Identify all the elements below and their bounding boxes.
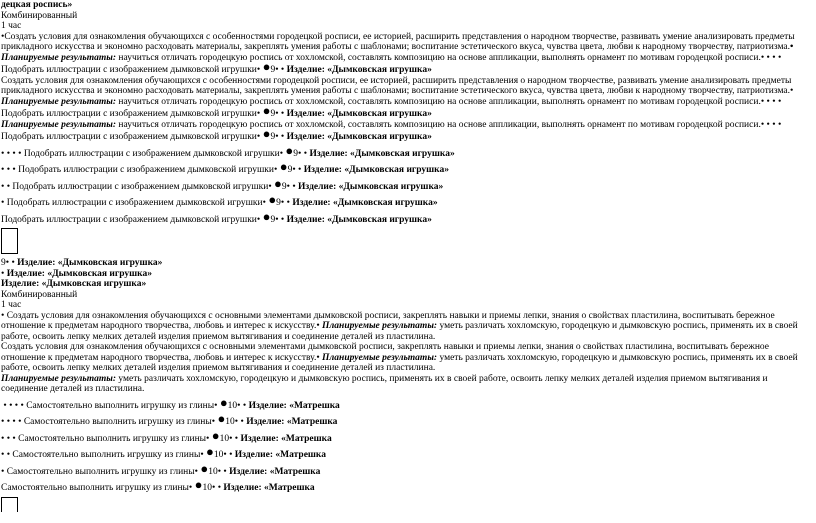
product-line: Изделие: «Дымковская игрушка» <box>1 279 147 289</box>
planned-label: Планируемые результаты: <box>1 52 117 63</box>
materials-line: Подобрать иллюстрации с изображением дымковской игрушки• ●9• • Изделие: «Дымковская игрушка» <box>1 208 432 225</box>
planned-text: научиться отличать городецкую роспись от хохломской, составлять композицию на основе аппликации, выполнять орнамент по мотивам городецкой росписи. <box>116 52 761 63</box>
materials-line: • • Подобрать иллюстрации с изображением дымковской игрушки• ●9• • Изделие: «Дымковская игрушка» <box>1 175 444 192</box>
materials-line: • • • Подобрать иллюстрации с изображением дымковской игрушки• ●9• • Изделие: «Дымковская игрушка» <box>1 159 449 175</box>
materials-line: Самостоятельно выполнить игрушку из глины• ●10• • Изделие: «Матрешка <box>1 477 315 493</box>
goal-paragraph: • Создать условия для ознакомления обучающихся с основными элементами дымковской росписи, закреплять навыки и приемы лепки, знания о свойствах пластилина, воспитывать бережное отношение к предметам народного творчества, любовь и интерес к искусству.• Планируемые результаты: уметь различать хохломскую, городецкую и дымковскую роспись, применять их в своей работе, освоить лепку мелких деталей изделия приемом вытягивания и соединение деталей из пластилина. <box>1 310 798 342</box>
materials-line: • • • • Самостоятельно выполнить игрушку из глины• ●10• • Изделие: «Матрешка <box>3 394 340 411</box>
product-label: Изделие: «Дымковская игрушка» <box>286 65 432 75</box>
document-page <box>1 0 813 512</box>
materials-line: • Самостоятельно выполнить игрушку из глины• ●10• • Изделие: «Матрешка <box>1 460 321 477</box>
goal-paragraph: Создать условия для ознакомления обучающихся с основными элементами дымковской росписи, закреплять навыки и приемы лепки, знания о свойствах пластилина, воспитывать бережное отношение к предметам народного творчества, любовь и интерес к искусству.• Планируемые результаты: уметь различать хохломскую, городецкую и дымковскую роспись, применять их в своей работе, освоить лепку мелких деталей изделия приемом вытягивания и соединение деталей из пластилина. <box>1 342 798 373</box>
duration: 1 час <box>1 21 22 31</box>
bullet-icon: • <box>790 42 794 52</box>
lesson-type: Комбинированный <box>1 10 78 21</box>
goal-paragraph: •Создать условия для ознакомления обучающихся с особенностями городецкой росписи, ее историей, расширить представления о народном творчестве, развивать умение анализировать предметы прикладного искусства и экономно расходовать материалы, закреплять умения работы с шаблонами; воспитание эстетического вкуса, чувства цвета, любви к народному творчеству, патриотизма.• Планируемые результаты: научиться отличать городецкую роспись от хохломской, составлять композицию на основе аппликации, выполнять орнамент по мотивам городецкой росписи.• • • • Подобрать иллюстрации с изображением дымковской игрушки• ●9• • Изделие: «Дымковская игрушка» <box>1 31 795 75</box>
materials-text: Подобрать иллюстрации с изображением дымковской игрушки <box>1 65 257 75</box>
planned-paragraph: Планируемые результаты: уметь различать хохломскую, городецкую и дымковскую роспись, применять их в своей работе, освоить лепку мелких деталей изделия приемом вытягивания и соединение деталей из пластилина. <box>1 373 768 394</box>
duration: 1 час <box>1 300 22 310</box>
planned-paragraph: Планируемые результаты: научиться отличать городецкую роспись от хохломской, составлять композицию на основе аппликации, выполнять орнамент по мотивам городецкой росписи.• • • • Подобрать иллюстрации с изображением дымковской игрушки• ●9• • Изделие: «Дымковская игрушка» <box>1 119 782 142</box>
materials-line: • Подобрать иллюстрации с изображением дымковской игрушки• ●9• • Изделие: «Дымковская игрушка» <box>1 192 438 208</box>
materials-line: • • • • Подобрать иллюстрации с изображением дымковской игрушки• ●9• • Изделие: «Дымковская игрушка» <box>1 142 455 159</box>
lesson-number: 9 <box>270 65 276 75</box>
bullet-icon: • <box>1 31 5 42</box>
materials-line: • • • • Самостоятельно выполнить игрушку из глины• ●10• • Изделие: «Матрешка <box>1 411 338 427</box>
header-fragment: децкая роспись» <box>1 0 73 10</box>
product-line: • Изделие: «Дымковская игрушка» <box>1 268 152 279</box>
materials-line: • • • Самостоятельно выполнить игрушку из глины• ●10• • Изделие: «Матрешка <box>1 427 332 444</box>
product-line: 9• • Изделие: «Дымковская игрушка» <box>1 258 163 268</box>
empty-cell-box <box>1 497 18 512</box>
bullet-icon: ● <box>262 59 271 74</box>
lesson-type: Комбинированный <box>1 289 78 300</box>
materials-line: • • Самостоятельно выполнить игрушку из глины• ●10• • Изделие: «Матрешка <box>1 444 327 460</box>
goal-paragraph: Создать условия для ознакомления обучающихся с особенностями городецкой росписи, ее историей, расширить представления о народном творчестве, развивать умение анализировать предметы прикладного искусства и экономно расходовать материалы, закреплять умения работы с шаблонами; воспитание эстетического вкуса, чувства цвета, любви к народному творчеству, патриотизма.• Планируемые результаты: научиться отличать городецкую роспись от хохломской, составлять композицию на основе аппликации, выполнять орнамент по мотивам городецкой росписи.• • • • Подобрать иллюстрации с изображением дымковской игрушки• ●9• • Изделие: «Дымковская игрушка» <box>1 75 794 119</box>
empty-cell-box <box>1 228 18 254</box>
